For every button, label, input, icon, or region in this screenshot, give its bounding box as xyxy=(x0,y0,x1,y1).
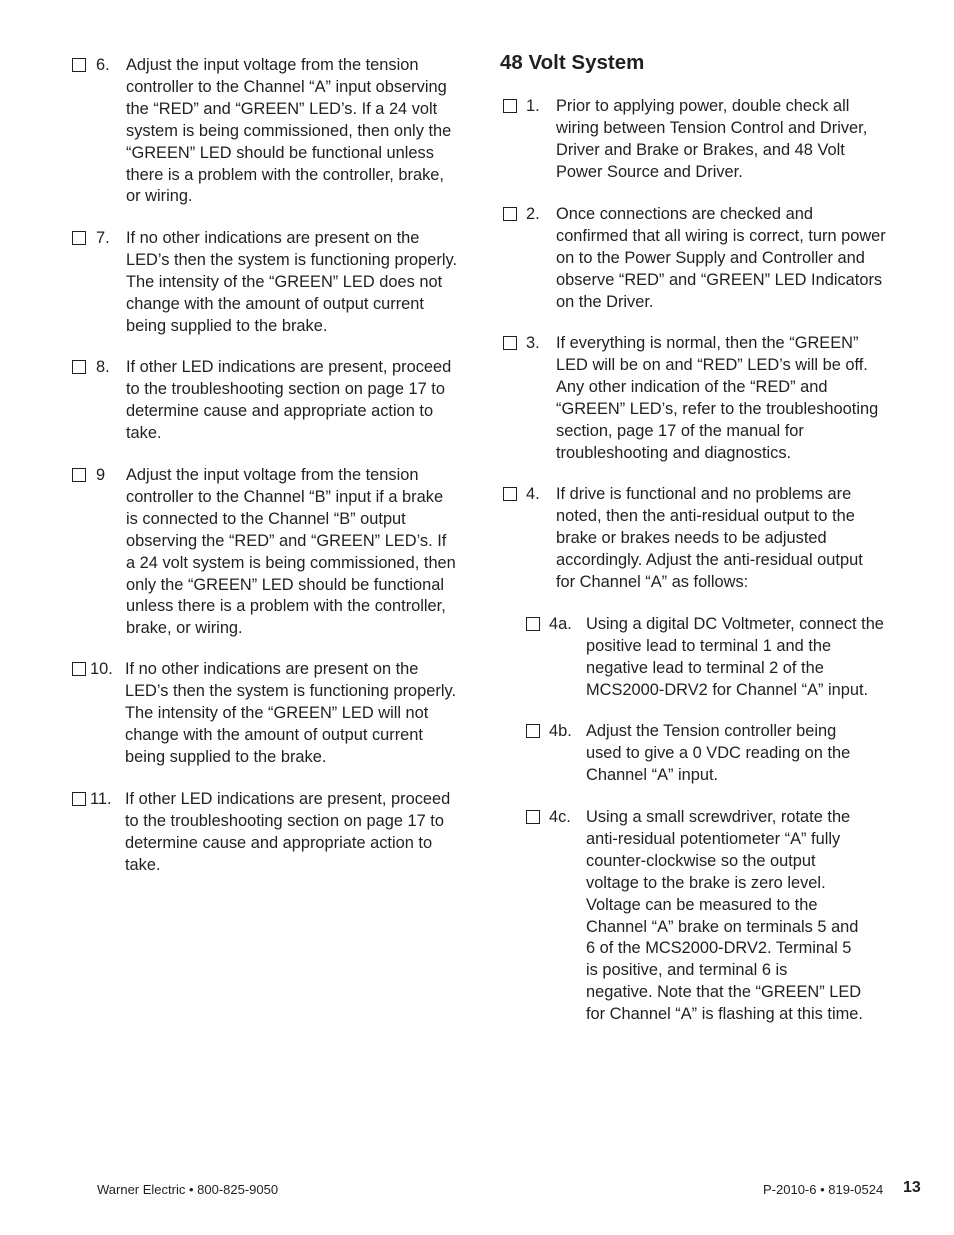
item-number: 4b. xyxy=(549,722,572,740)
item-text: Using a digital DC Voltmeter, connect the positive lead to terminal 1 and the negative lead to terminal 2 of the MCS2000-DRV2 for Channel “A” input. xyxy=(586,615,884,699)
checkbox-icon[interactable] xyxy=(72,792,86,806)
item-number: 1. xyxy=(526,97,540,115)
checkbox-icon[interactable] xyxy=(503,99,517,113)
page-number: 13 xyxy=(903,1179,921,1196)
checkbox-icon[interactable] xyxy=(526,810,540,824)
item-text: Using a small screwdriver, rotate the anti-residual potentiometer “A” fully counter-clockwise so the output voltage to the brake is zero level. Voltage can be measured to the Channel “A” brake on terminals 5 and 6 of the MCS2000-DRV2. Terminal 5 is positive, and terminal 6 is negative. Note that the “GREEN” LED for Channel “A” is flashing at this time. xyxy=(586,808,863,1024)
item-text: If no other indications are present on the LED’s then the system is functioning properly. The intensity of the “GREEN” LED will not change with the amount of output current being supplied to the brake. xyxy=(125,660,457,766)
checkbox-icon[interactable] xyxy=(72,58,86,72)
item-number: 4. xyxy=(526,485,540,503)
item-text: If other LED indications are present, proceed to the troubleshooting section on page 17 to determine cause and appropriate action to take. xyxy=(126,358,452,442)
footer-part-number: P-2010-6 • 819-0524 xyxy=(763,1182,884,1197)
item-text: If no other indications are present on the LED’s then the system is functioning properly. The intensity of the “GREEN” LED does not change with the amount of output current being supplied to the brake. xyxy=(126,229,458,335)
checkbox-icon[interactable] xyxy=(526,617,540,631)
item-number: 6. xyxy=(96,56,110,74)
item-text: Once connections are checked and confirmed that all wiring is correct, turn power on to the Power Supply and Controller and observe “RED” and “GREEN” LED Indicators on the Driver. xyxy=(556,205,886,311)
item-text: Prior to applying power, double check all wiring between Tension Control and Driver, Driver and Brake or Brakes, and 48 Volt Power Source and Driver. xyxy=(556,97,868,181)
checkbox-icon[interactable] xyxy=(72,468,86,482)
checkbox-icon[interactable] xyxy=(72,662,86,676)
item-text: Adjust the input voltage from the tension controller to the Channel “A” input observing the “RED” and “GREEN” LED’s. If a 24 volt system is being commissioned, then only the “GREEN” LED should be functional unless there is a problem with the controller, brake, or wiring. xyxy=(126,56,452,206)
item-number: 2. xyxy=(526,205,540,223)
item-text: If other LED indications are present, proceed to the troubleshooting section on page 17 to determine cause and appropriate action to take. xyxy=(125,790,451,874)
checkbox-icon[interactable] xyxy=(72,360,86,374)
item-number: 4c. xyxy=(549,808,571,826)
item-text: If everything is normal, then the “GREEN” LED will be on and “RED” LED’s will be off. Any other indication of the “RED” and “GREEN” LED’s, refer to the troubleshooting section, page 17 of the manual for troubleshooting and diagnostics. xyxy=(556,334,879,462)
checkbox-icon[interactable] xyxy=(72,231,86,245)
checkbox-icon[interactable] xyxy=(503,207,517,221)
checkbox-icon[interactable] xyxy=(503,336,517,350)
checkbox-icon[interactable] xyxy=(526,724,540,738)
item-number: 8. xyxy=(96,358,110,376)
item-number: 4a. xyxy=(549,615,572,633)
checkbox-icon[interactable] xyxy=(503,487,517,501)
item-text: Adjust the input voltage from the tension controller to the Channel “B” input if a brake is connected to the Channel “B” output observing the “RED” and “GREEN” LED’s. If a 24 volt system is being commissioned, then only the “GREEN” LED should be functional unless there is a problem with the controller, brake, or wiring. xyxy=(126,466,456,638)
item-number: 3. xyxy=(526,334,540,352)
section-heading: 48 Volt System xyxy=(500,51,645,74)
item-number: 7. xyxy=(96,229,110,247)
item-number: 9 xyxy=(96,466,106,484)
footer-company: Warner Electric • 800-825-9050 xyxy=(97,1182,279,1197)
item-text: Adjust the Tension controller being used to give a 0 VDC reading on the Channel “A” input. xyxy=(586,722,851,784)
item-number: 10. xyxy=(90,660,113,678)
item-text: If drive is functional and no problems are noted, then the anti-residual output to the brake or brakes needs to be adjusted accordingly. Adjust the anti-residual output for Channel “A” as follows: xyxy=(556,485,863,591)
item-number: 11. xyxy=(90,790,112,808)
